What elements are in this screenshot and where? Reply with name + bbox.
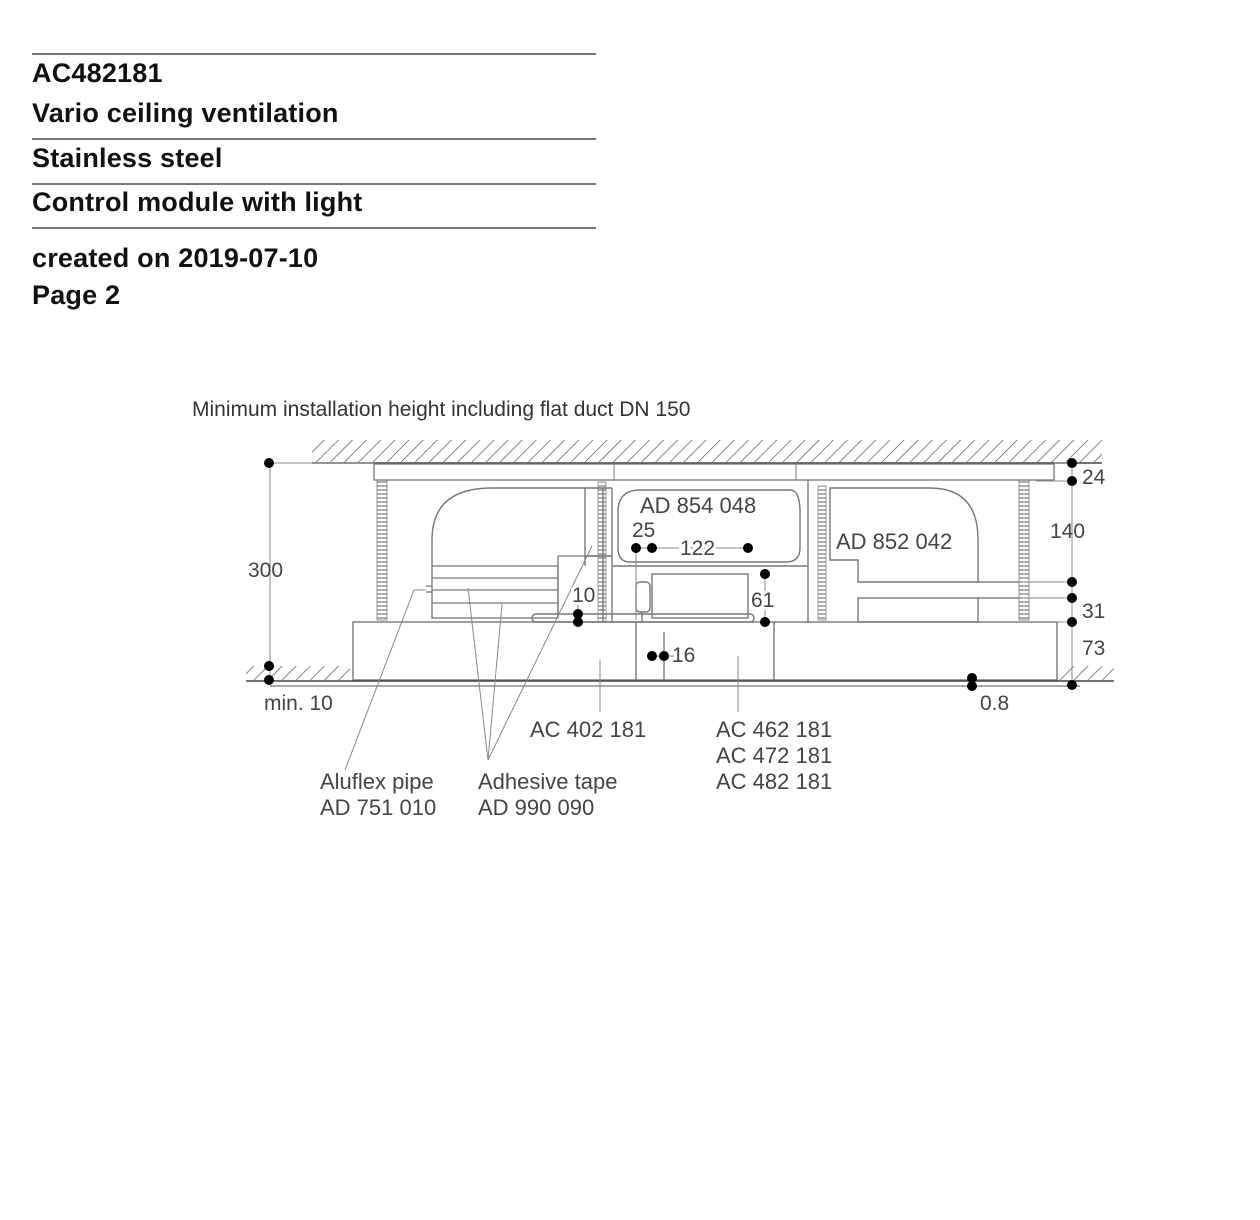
model-number: AC482181 (32, 58, 163, 88)
dim-140: 140 (1050, 520, 1086, 543)
dim-10: 10 (572, 584, 596, 607)
dim-122: 122 (680, 537, 716, 560)
label-ac482181: AC 482 181 (716, 769, 833, 794)
dim-min-10: min. 10 (264, 692, 333, 715)
label-aluflex-code: AD 751 010 (320, 795, 437, 820)
dim-73: 73 (1082, 637, 1106, 660)
label-ac462181: AC 462 181 (716, 717, 833, 742)
label-tape-code: AD 990 090 (478, 795, 595, 820)
dim-0-8: 0.8 (980, 692, 1010, 715)
label-ac402181: AC 402 181 (530, 717, 647, 742)
dim-24: 24 (1082, 466, 1106, 489)
label-ad852042: AD 852 042 (836, 529, 953, 554)
ceiling-hatch (312, 440, 1102, 463)
dim-300: 300 (248, 559, 284, 582)
label-ac472181: AC 472 181 (716, 743, 833, 768)
base-housing (353, 614, 1057, 680)
variant: Control module with light (32, 187, 363, 217)
page-number: Page 2 (32, 280, 121, 310)
label-ad854048: AD 854 048 (640, 493, 757, 518)
ceiling-rail (374, 464, 1054, 480)
product-name: Vario ceiling ventilation (32, 98, 339, 128)
dim-61: 61 (751, 589, 775, 612)
created-date: created on 2019-07-10 (32, 243, 319, 273)
label-aluflex-pipe: Aluflex pipe (320, 769, 434, 794)
floor-hatch (246, 666, 1114, 686)
dim-16: 16 (672, 644, 696, 667)
dim-25: 25 (632, 519, 656, 542)
dim-31: 31 (1082, 600, 1106, 623)
label-adhesive-tape: Adhesive tape (478, 769, 618, 794)
right-duct (830, 488, 1019, 622)
finish: Stainless steel (32, 143, 223, 173)
drawing-title: Minimum installation height including flat duct DN 150 (192, 398, 691, 421)
